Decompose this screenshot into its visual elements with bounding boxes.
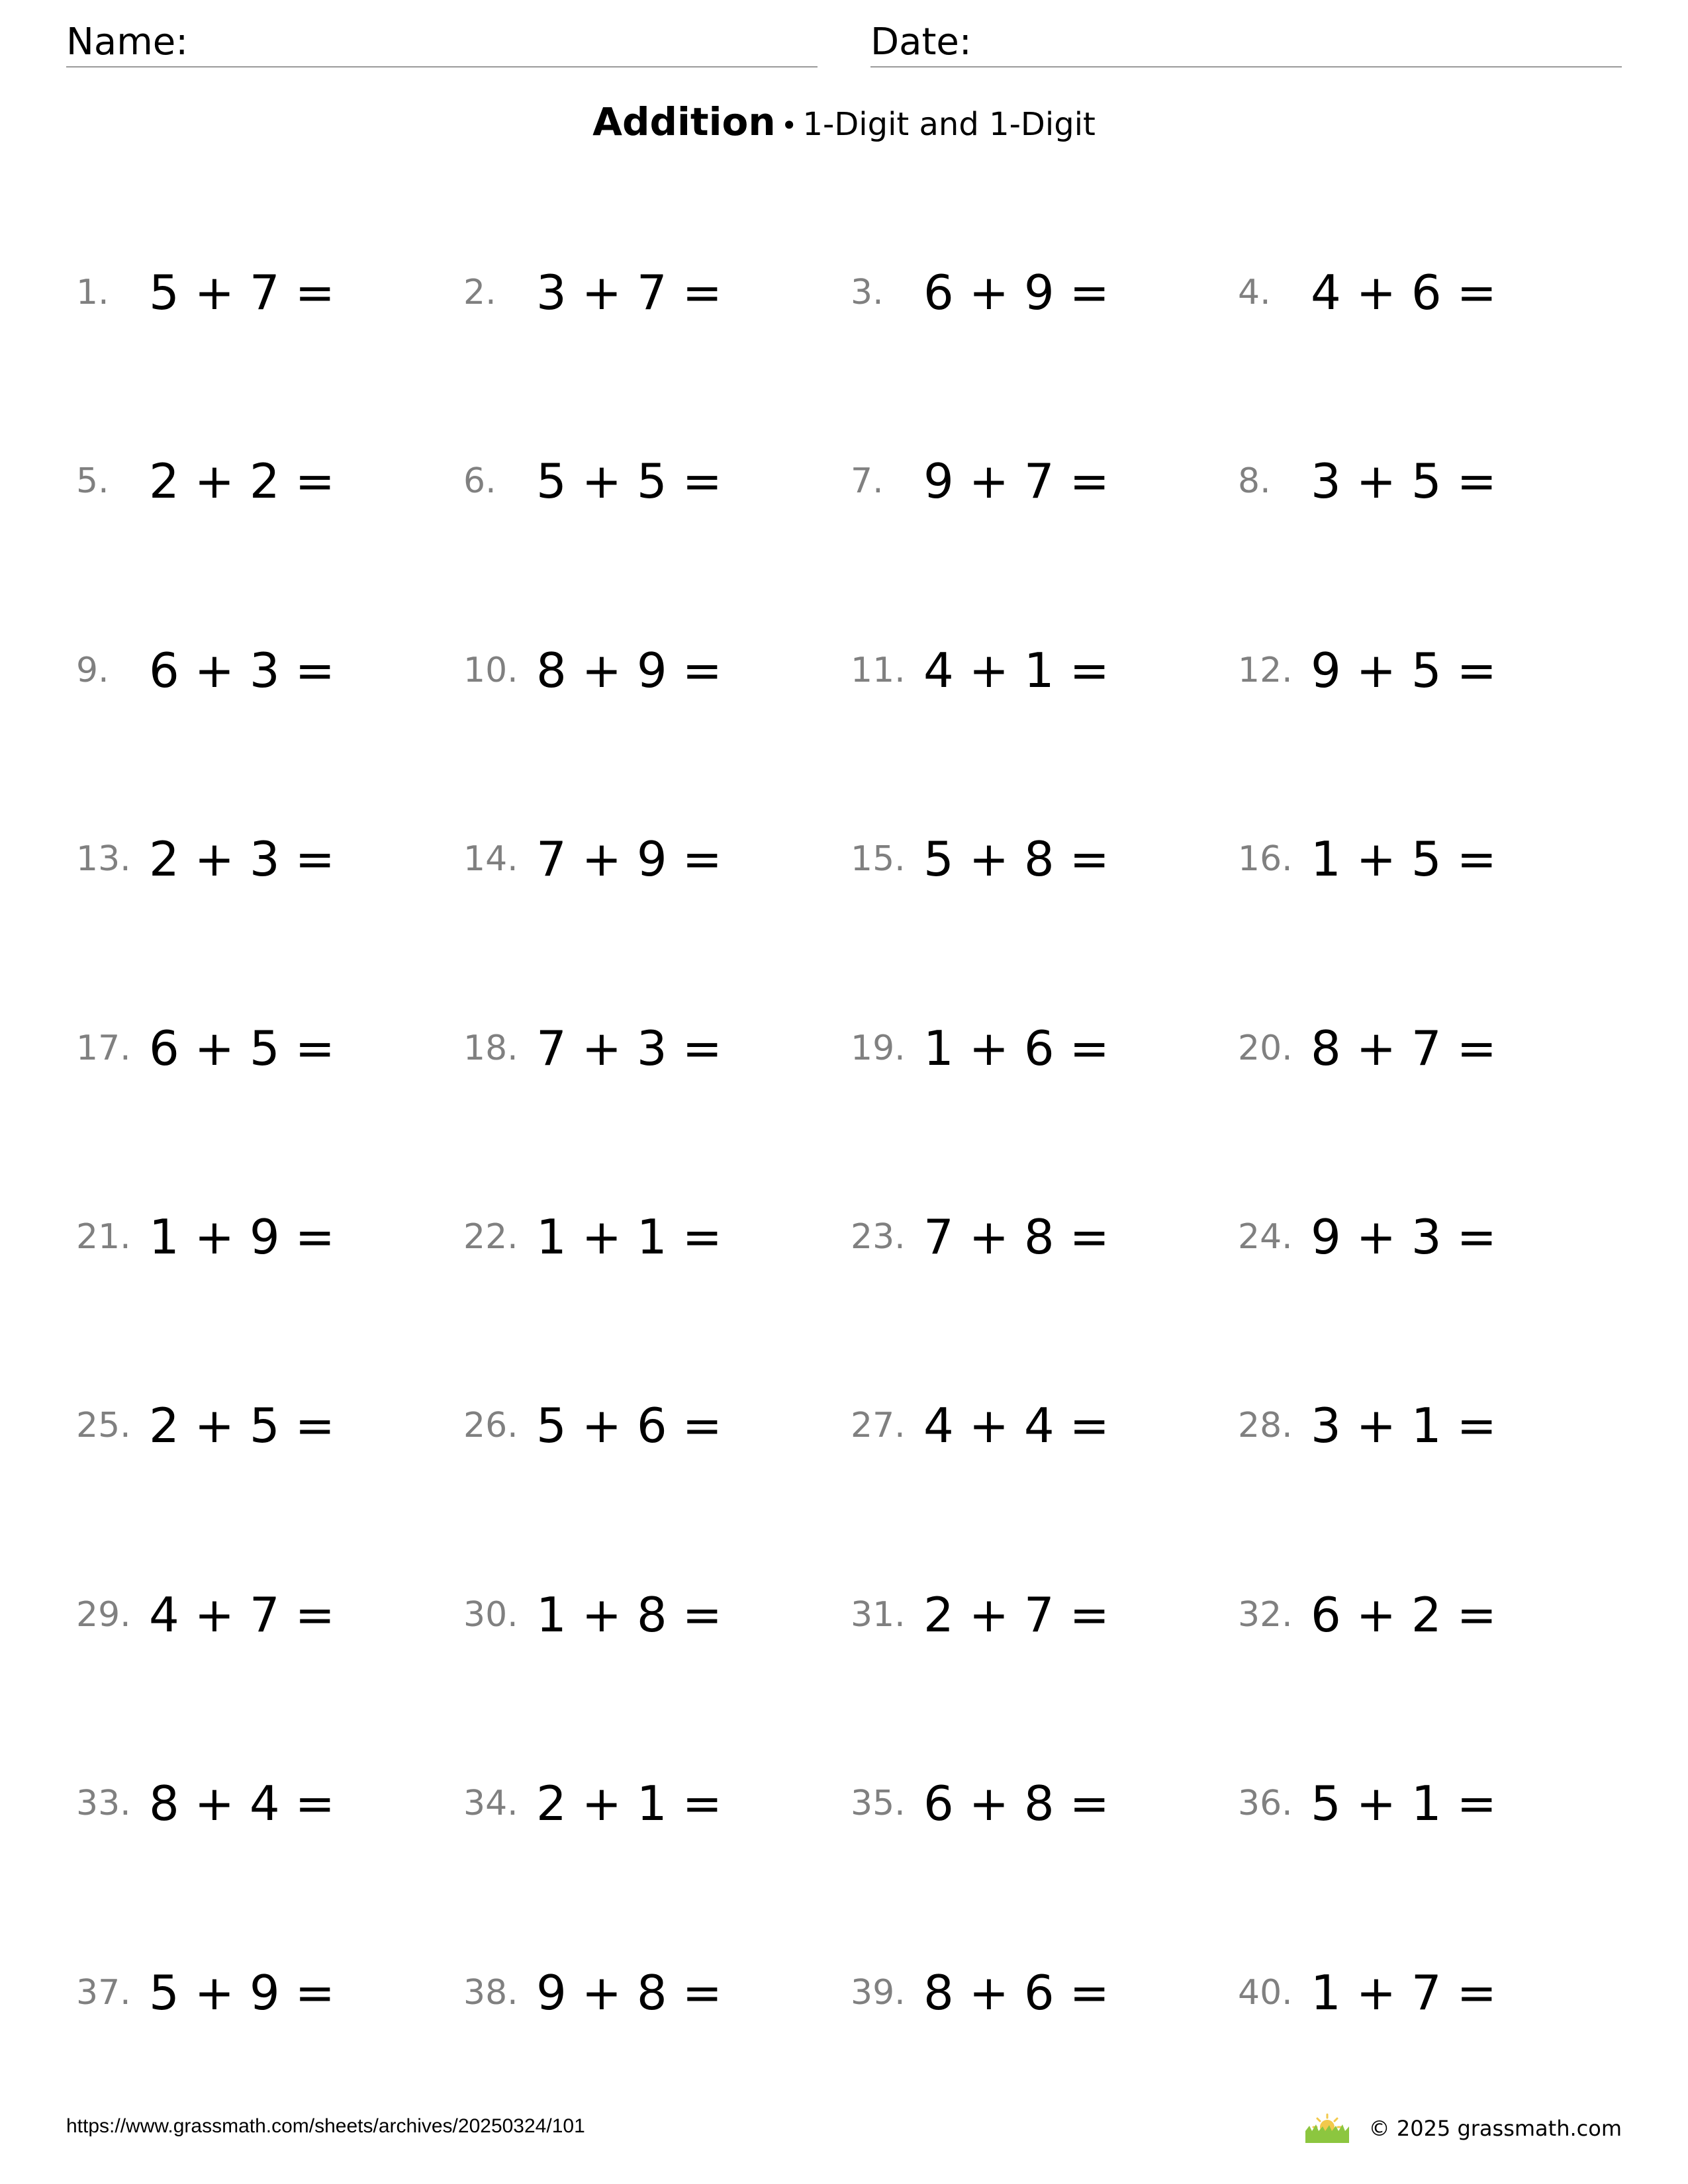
problem-number: 15. (851, 839, 906, 879)
problem-number: 38. (463, 1973, 518, 2013)
name-label: Name: (66, 21, 189, 64)
problem-number: 27. (851, 1406, 906, 1445)
problem-expression: 1 + 1 = (536, 1209, 722, 1265)
problem-expression: 1 + 5 = (1311, 831, 1497, 887)
problem-expression: 5 + 7 = (149, 265, 335, 320)
problem-number: 10. (463, 651, 518, 690)
problem-number: 30. (463, 1595, 518, 1635)
problem-number: 12. (1238, 651, 1293, 690)
problem-expression: 6 + 8 = (923, 1776, 1109, 1831)
problem-expression: 7 + 9 = (536, 831, 722, 887)
problem-expression: 8 + 9 = (536, 643, 722, 698)
title-subtitle: 1-Digit and 1-Digit (802, 106, 1096, 143)
problem-number: 29. (76, 1595, 131, 1635)
problem-expression: 2 + 7 = (923, 1587, 1109, 1643)
problem-number: 25. (76, 1406, 131, 1445)
problem-expression: 6 + 2 = (1311, 1587, 1497, 1643)
problem-expression: 8 + 7 = (1311, 1021, 1497, 1076)
problem-expression: 5 + 1 = (1311, 1776, 1497, 1831)
problem-number: 1. (76, 273, 109, 312)
problem-number: 26. (463, 1406, 518, 1445)
problem-expression: 9 + 3 = (1311, 1209, 1497, 1265)
problem-number: 8. (1238, 461, 1271, 501)
problem-expression: 7 + 8 = (923, 1209, 1109, 1265)
problem-number: 6. (463, 461, 496, 501)
problem-number: 20. (1238, 1028, 1293, 1068)
problem-number: 34. (463, 1784, 518, 1823)
problem-expression: 8 + 6 = (923, 1965, 1109, 2021)
problem-number: 24. (1238, 1217, 1293, 1257)
problem-number: 33. (76, 1784, 131, 1823)
worksheet-title (0, 99, 1688, 144)
problem-number: 5. (76, 461, 109, 501)
problem-expression: 6 + 3 = (149, 643, 335, 698)
footer-url: https://www.grassmath.com/sheets/archives/20250324/101 (66, 2115, 585, 2137)
problem-expression: 5 + 5 = (536, 453, 722, 509)
problem-number: 3. (851, 273, 884, 312)
problem-number: 39. (851, 1973, 906, 2013)
problem-expression: 5 + 9 = (149, 1965, 335, 2021)
problem-number: 19. (851, 1028, 906, 1068)
problem-expression: 9 + 5 = (1311, 643, 1497, 698)
problem-number: 14. (463, 839, 518, 879)
problem-number: 23. (851, 1217, 906, 1257)
problem-number: 36. (1238, 1784, 1293, 1823)
problem-number: 2. (463, 273, 496, 312)
problem-expression: 4 + 1 = (923, 643, 1109, 698)
problem-expression: 3 + 7 = (536, 265, 722, 320)
problem-expression: 8 + 4 = (149, 1776, 335, 1831)
problem-expression: 2 + 5 = (149, 1398, 335, 1453)
date-field[interactable] (870, 20, 1622, 68)
problem-expression: 9 + 8 = (536, 1965, 722, 2021)
problem-number: 21. (76, 1217, 131, 1257)
problem-expression: 4 + 7 = (149, 1587, 335, 1643)
grass-sun-logo-icon (1304, 2113, 1350, 2144)
problem-number: 4. (1238, 273, 1271, 312)
problem-expression: 7 + 3 = (536, 1021, 722, 1076)
problem-number: 9. (76, 651, 109, 690)
problem-number: 22. (463, 1217, 518, 1257)
problem-expression: 1 + 9 = (149, 1209, 335, 1265)
name-field[interactable] (66, 20, 818, 68)
problem-expression: 2 + 3 = (149, 831, 335, 887)
problem-number: 31. (851, 1595, 906, 1635)
problem-number: 18. (463, 1028, 518, 1068)
problem-expression: 6 + 9 = (923, 265, 1109, 320)
title-separator: • (780, 109, 798, 142)
problem-expression: 2 + 2 = (149, 453, 335, 509)
problem-number: 16. (1238, 839, 1293, 879)
problem-expression: 1 + 6 = (923, 1021, 1109, 1076)
problem-number: 7. (851, 461, 884, 501)
problem-expression: 3 + 1 = (1311, 1398, 1497, 1453)
problem-expression: 1 + 7 = (1311, 1965, 1497, 2021)
problem-expression: 2 + 1 = (536, 1776, 722, 1831)
problem-number: 28. (1238, 1406, 1293, 1445)
problem-expression: 6 + 5 = (149, 1021, 335, 1076)
problem-number: 32. (1238, 1595, 1293, 1635)
problem-number: 37. (76, 1973, 131, 2013)
footer-copyright: © 2025 grassmath.com (1368, 2116, 1622, 2141)
problem-number: 40. (1238, 1973, 1293, 2013)
problem-expression: 3 + 5 = (1311, 453, 1497, 509)
problem-expression: 4 + 4 = (923, 1398, 1109, 1453)
problem-expression: 9 + 7 = (923, 453, 1109, 509)
problem-expression: 1 + 8 = (536, 1587, 722, 1643)
footer-brand (1304, 2109, 1622, 2148)
problem-number: 17. (76, 1028, 131, 1068)
problem-expression: 5 + 8 = (923, 831, 1109, 887)
title-main: Addition (592, 99, 776, 144)
date-label: Date: (870, 21, 972, 64)
problem-number: 11. (851, 651, 906, 690)
problem-expression: 4 + 6 = (1311, 265, 1497, 320)
problem-expression: 5 + 6 = (536, 1398, 722, 1453)
problem-number: 13. (76, 839, 131, 879)
problem-number: 35. (851, 1784, 906, 1823)
